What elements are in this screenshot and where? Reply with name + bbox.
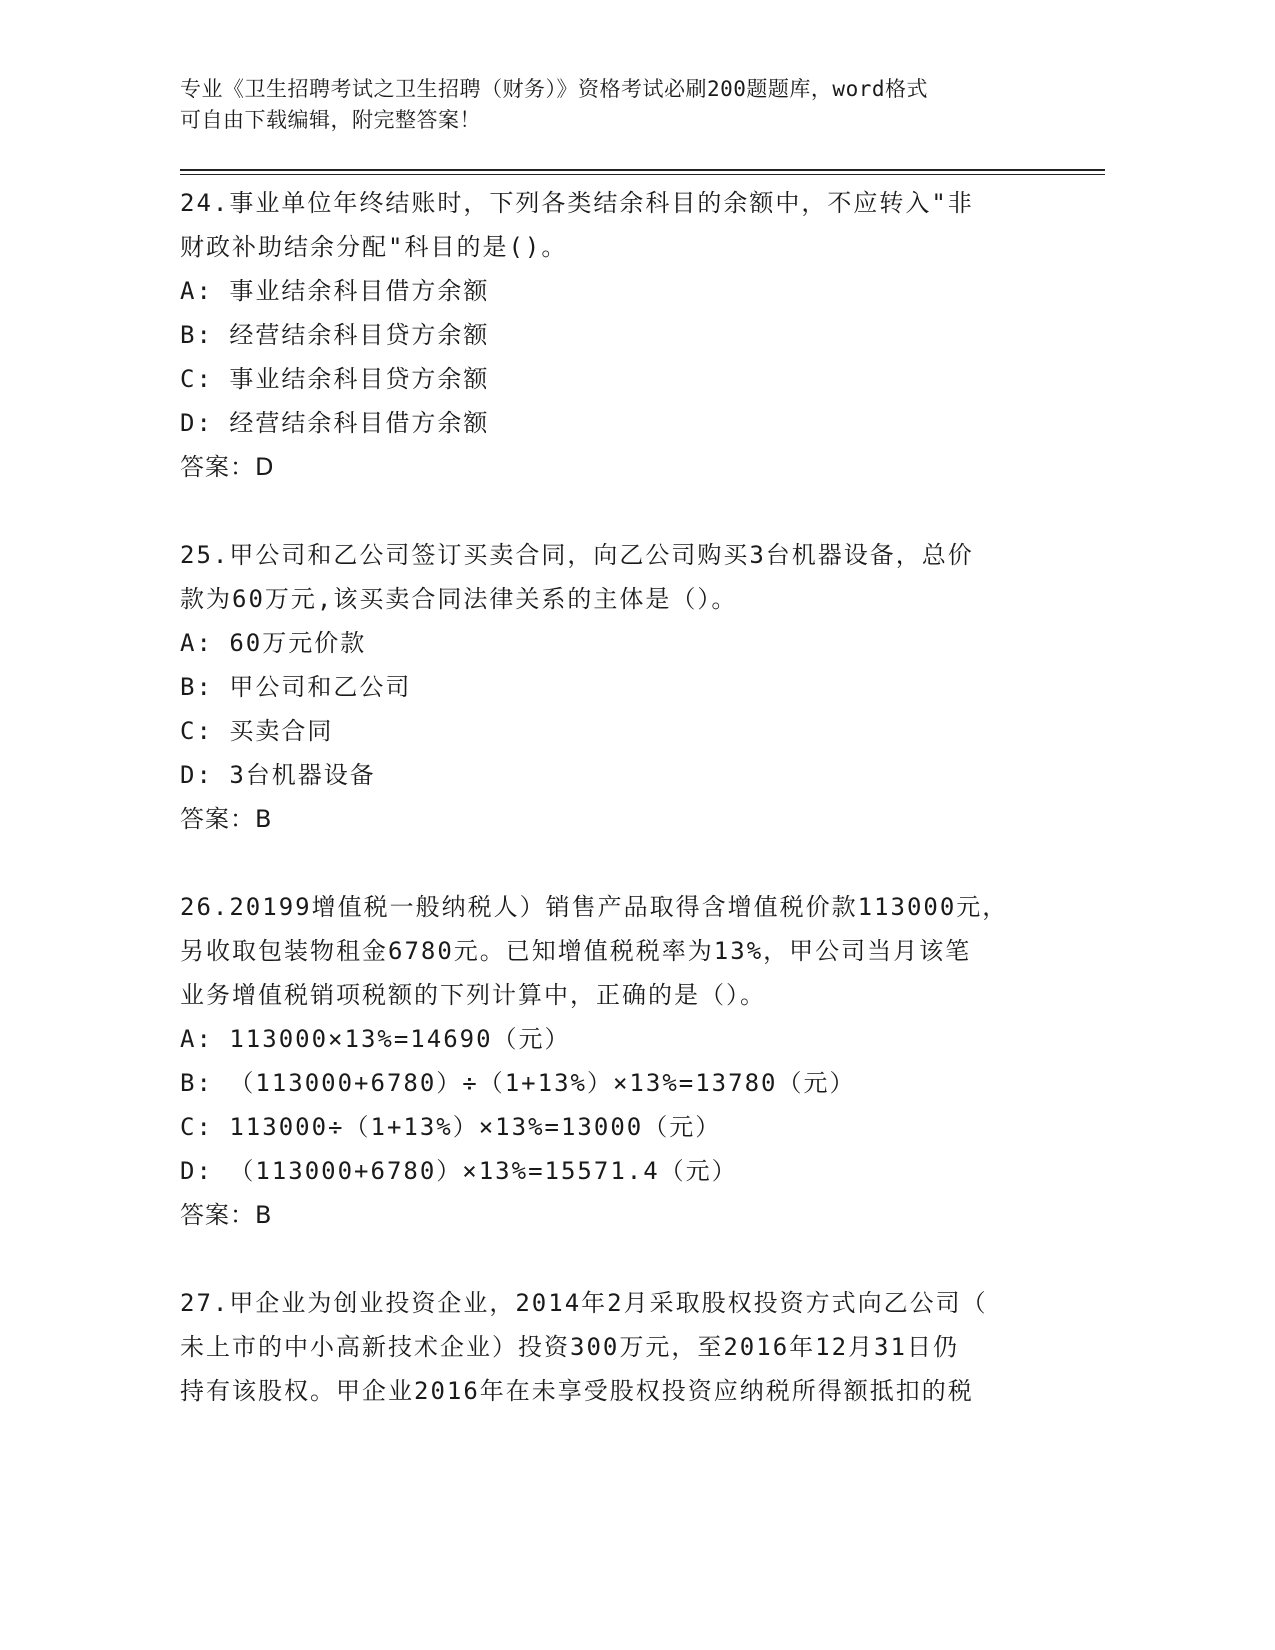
- answer: 答案：D: [180, 453, 275, 481]
- option-a: A: 60万元价款: [180, 629, 367, 657]
- question-27: [180, 1281, 1080, 1413]
- option-a: A: 事业结余科目借方余额: [180, 277, 490, 305]
- option-c: C: 事业结余科目贷方余额: [180, 365, 490, 393]
- option-b: B: （113000+6780）÷（1+13%）×13%=13780（元）: [180, 1069, 856, 1097]
- option-c: C: 买卖合同: [180, 717, 334, 745]
- spacer: [180, 1237, 1080, 1281]
- header-line-2: 可自由下载编辑，附完整答案！: [180, 108, 481, 132]
- option-a: A: 113000×13%=14690（元）: [180, 1025, 571, 1053]
- header-divider-thin: [180, 174, 1105, 175]
- spacer: [180, 489, 1080, 533]
- question-24: [180, 181, 1080, 489]
- question-stem: 26.20199增值税一般纳税人）销售产品取得含增值税价款113000元，: [180, 893, 1009, 921]
- question-stem: 未上市的中小高新技术企业）投资300万元，至2016年12月31日仍: [180, 1333, 959, 1361]
- question-stem: 持有该股权。甲企业2016年在未享受股权投资应纳税所得额抵扣的税: [180, 1377, 974, 1405]
- option-c: C: 113000÷（1+13%）×13%=13000（元）: [180, 1113, 722, 1141]
- question-list: [180, 181, 1080, 1413]
- option-b: B: 甲公司和乙公司: [180, 673, 412, 701]
- question-25: [180, 533, 1080, 841]
- question-stem: 24.事业单位年终结账时，下列各类结余科目的余额中，不应转入"非: [180, 189, 974, 217]
- question-stem: 业务增值税销项税额的下列计算中，正确的是（）。: [180, 981, 766, 1009]
- spacer: [180, 841, 1080, 885]
- answer: 答案：B: [180, 805, 273, 833]
- header-line-1: 专业《卫生招聘考试之卫生招聘（财务）》资格考试必刷200题题库，word格式: [180, 77, 928, 101]
- option-d: D: 3台机器设备: [180, 761, 376, 789]
- question-stem: 款为60万元,该买卖合同法律关系的主体是（）。: [180, 585, 738, 613]
- option-d: D: （113000+6780）×13%=15571.4（元）: [180, 1157, 738, 1185]
- question-stem: 27.甲企业为创业投资企业，2014年2月采取股权投资方式向乙公司（: [180, 1289, 988, 1317]
- document-header: [180, 74, 1080, 136]
- question-stem: 财政补助结余分配"科目的是()。: [180, 233, 568, 261]
- question-stem: 25.甲公司和乙公司签订买卖合同，向乙公司购买3台机器设备，总价: [180, 541, 974, 569]
- question-26: [180, 885, 1080, 1237]
- option-b: B: 经营结余科目贷方余额: [180, 321, 490, 349]
- answer: 答案：B: [180, 1201, 273, 1229]
- question-stem: 另收取包装物租金6780元。已知增值税税率为13%，甲公司当月该笔: [180, 937, 972, 965]
- header-divider-thick: [180, 169, 1105, 171]
- option-d: D: 经营结余科目借方余额: [180, 409, 490, 437]
